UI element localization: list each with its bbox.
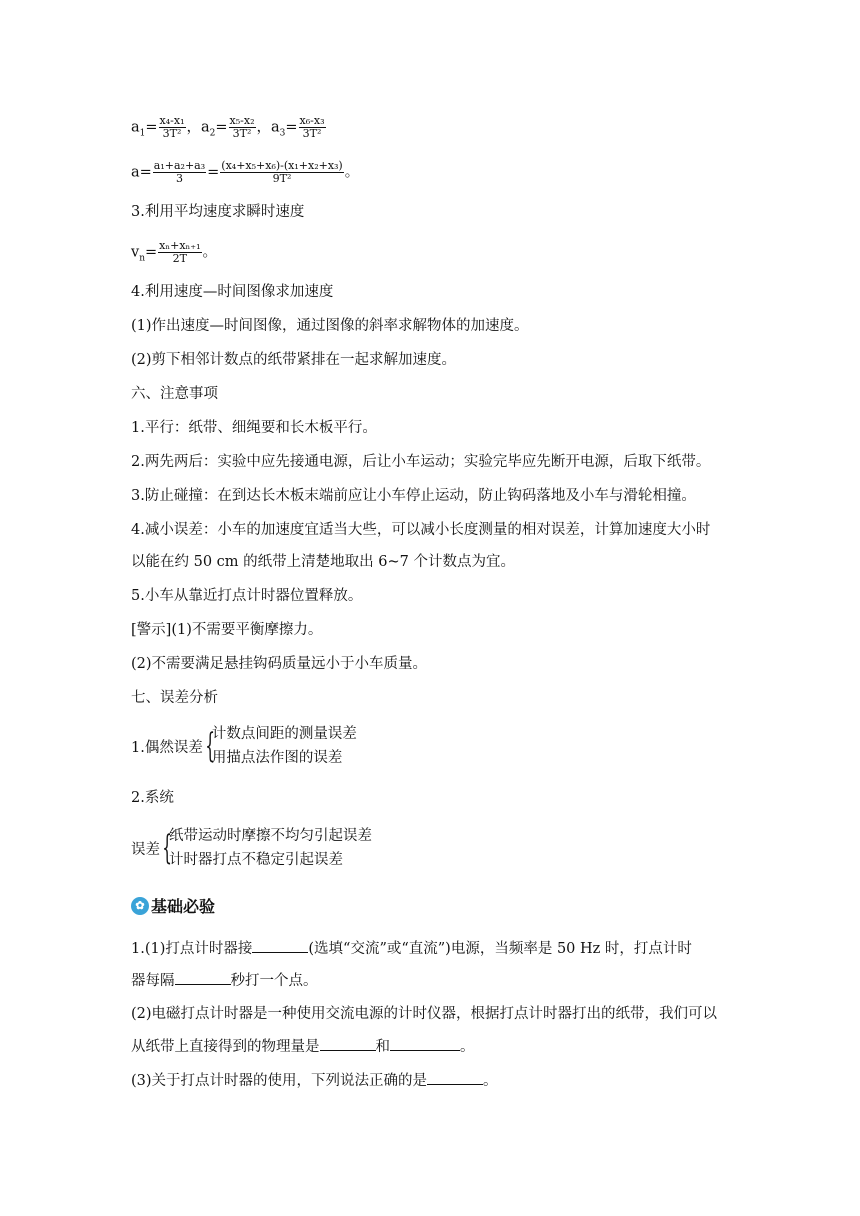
system-error-items bbox=[169, 824, 372, 872]
formula-a1-a2-a3: $a_1=$ $\frac{\text{x₄-x₁}}{\text{3T²}}$ ，$a_2=$ $\frac{\text{x₅-x₂}}{\text{3T²}}$ ，$a_3=$ $\frac{\text{x₆-x₃}}{\text{3T²}}$ bbox=[131, 114, 325, 140]
note-4-cont: 以能在约 50 cm 的纸带上清楚地取出 6~7 个计数点为宜。 bbox=[131, 554, 515, 570]
random-error-group bbox=[131, 722, 357, 770]
vn-numerator: xₙ+xₙ₊₁ bbox=[159, 239, 201, 252]
q1-2-text-c: 和 bbox=[375, 1039, 390, 1055]
note-5: 5.小车从靠近打点计时器位置释放。 bbox=[131, 588, 363, 604]
item-4-1: (1)作出速度—时间图像，通过图像的斜率求解物体的加速度。 bbox=[131, 318, 529, 334]
section-6-title: 六、注意事项 bbox=[131, 386, 218, 402]
a1-fraction bbox=[159, 115, 186, 140]
warning-2: (2)不需要满足悬挂钩码质量远小于小车质量。 bbox=[131, 656, 428, 672]
system-error-group bbox=[131, 824, 372, 872]
flask-icon: ✿ bbox=[131, 897, 149, 915]
note-2: 2.两先两后：实验中应先接通电源，后让小车运动；实验完毕应先断开电源，后取下纸带。 bbox=[131, 454, 711, 470]
section-7-title: 七、误差分析 bbox=[131, 690, 218, 706]
a3-fraction bbox=[299, 115, 326, 140]
a2-label: ，a bbox=[186, 119, 210, 136]
vn-denominator: 2T bbox=[172, 252, 187, 265]
basic-section-title bbox=[131, 894, 215, 917]
answer-blank[interactable] bbox=[252, 938, 308, 953]
answer-blank[interactable] bbox=[320, 1036, 376, 1051]
vn-end: 。 bbox=[202, 244, 218, 261]
q1-1-text-d: 秒打一个点。 bbox=[230, 973, 318, 989]
a-fraction-2-numerator: (x₄+x₅+x₆)-(x₁+x₂+x₃) bbox=[221, 159, 343, 172]
question-1-1-cont bbox=[131, 970, 318, 991]
brace-icon: { bbox=[162, 828, 172, 868]
answer-blank[interactable] bbox=[427, 1070, 483, 1085]
a3-numerator: x₆-x₃ bbox=[299, 114, 325, 127]
item-4-2: (2)剪下相邻计数点的纸带紧排在一起求解加速度。 bbox=[131, 352, 457, 368]
random-error-item: 计数点间距的测量误差 bbox=[211, 726, 357, 742]
a2-numerator: x₅-x₂ bbox=[229, 114, 255, 127]
a-lhs: a= bbox=[131, 164, 152, 181]
warning-1: [警示](1)不需要平衡摩擦力。 bbox=[131, 622, 323, 638]
a3-sub: 3 bbox=[279, 128, 286, 139]
a-fraction-1-denominator: 3 bbox=[175, 172, 183, 185]
formula-a-average bbox=[131, 160, 359, 185]
formula-end: 。 bbox=[344, 164, 360, 181]
random-error-label: 1.偶然误差 bbox=[131, 739, 203, 756]
q1-2-text-b: 从纸带上直接得到的物理量是 bbox=[131, 1039, 320, 1055]
vn-lhs: v bbox=[131, 244, 140, 261]
a2-sub: 2 bbox=[209, 128, 216, 139]
basic-title-text: 基础必验 bbox=[151, 897, 216, 916]
q1-2-text-d: 。 bbox=[460, 1039, 475, 1055]
note-1: 1.平行：纸带、细绳要和长木板平行。 bbox=[131, 420, 377, 436]
equals-sign: = bbox=[207, 164, 220, 181]
a1-label: a bbox=[131, 119, 140, 136]
system-error-label: 误差 bbox=[131, 841, 160, 858]
question-1-2-cont bbox=[131, 1036, 475, 1057]
q1-1-text-c: 器每隔 bbox=[131, 973, 175, 989]
question-1-1 bbox=[131, 938, 692, 959]
q1-3-text-a: (3)关于打点计时器的使用，下列说法正确的是 bbox=[131, 1073, 428, 1089]
a3-label: ，a bbox=[256, 119, 280, 136]
answer-blank[interactable] bbox=[390, 1036, 460, 1051]
vn-sub: n bbox=[139, 253, 145, 264]
a1-denominator: 3T² bbox=[162, 127, 182, 140]
item-4-title: 4.利用速度—时间图像求加速度 bbox=[131, 284, 334, 300]
note-3: 3.防止碰撞：在到达长木板末端前应让小车停止运动，防止钩码落地及小车与滑轮相撞。 bbox=[131, 488, 696, 504]
a2-fraction bbox=[229, 115, 256, 140]
q1-1-text-b: (选填“交流”或“直流”)电源，当频率是 50 Hz 时，打点计时 bbox=[308, 941, 692, 957]
error-2-title: 2.系统 bbox=[131, 790, 174, 806]
formula-vn: $v_n=$ $\frac{\text{xₙ+xₙ₊₁}}{2T}$ 。 bbox=[131, 239, 218, 265]
system-error-item: 纸带运动时摩擦不均匀引起误差 bbox=[169, 828, 372, 844]
a2-denominator: 3T² bbox=[232, 127, 252, 140]
a3-denominator: 3T² bbox=[302, 127, 322, 140]
a-fraction-1-numerator: a₁+a₂+a₃ bbox=[153, 159, 206, 172]
question-1-2: (2)电磁打点计时器是一种使用交流电源的计时仪器，根据打点计时器打出的纸带，我们可以 bbox=[131, 1006, 718, 1022]
brace-icon: { bbox=[205, 726, 215, 766]
system-error-item: 计时器打点不稳定引起误差 bbox=[169, 852, 343, 868]
note-4: 4.减小误差：小车的加速度宜适当大些，可以减小长度测量的相对误差，计算加速度大小时 bbox=[131, 522, 711, 538]
vn-fraction bbox=[158, 240, 201, 265]
a-fraction-2 bbox=[220, 160, 343, 185]
question-1-3 bbox=[131, 1070, 498, 1091]
random-error-item: 用描点法作图的误差 bbox=[211, 750, 343, 766]
a1-sub: 1 bbox=[139, 128, 146, 139]
random-error-items bbox=[212, 722, 357, 770]
a-fraction-2-denominator: 9T² bbox=[272, 172, 292, 185]
q1-3-text-b: 。 bbox=[483, 1073, 498, 1089]
item-3-title: 3.利用平均速度求瞬时速度 bbox=[131, 204, 305, 220]
answer-blank[interactable] bbox=[175, 970, 231, 985]
q1-1-text-a: 1.(1)打点计时器接 bbox=[131, 941, 253, 957]
a-fraction-1 bbox=[153, 160, 206, 185]
a1-numerator: x₄-x₁ bbox=[159, 114, 185, 127]
